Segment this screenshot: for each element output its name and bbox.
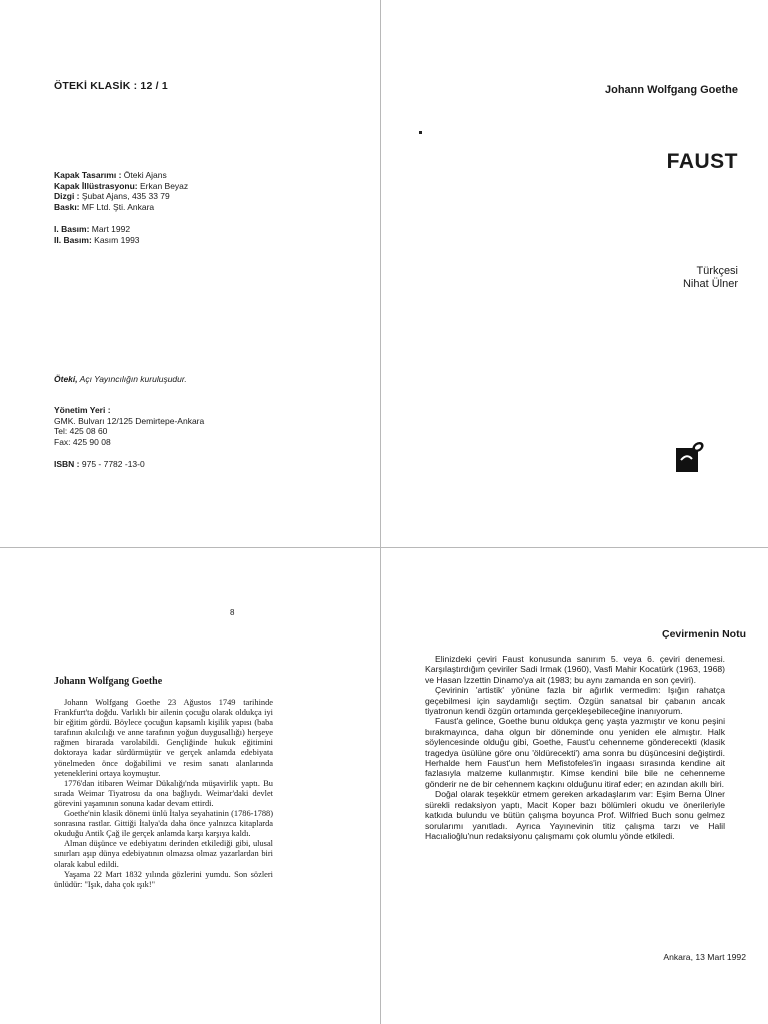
- publisher-logo-icon: [675, 440, 705, 474]
- credit-value: Öteki Ajans: [121, 170, 167, 180]
- translation-label: Türkçesi: [696, 265, 738, 277]
- credit-label: Kapak İllüstrasyonu:: [54, 180, 138, 191]
- address-line: GMK. Bulvarı 12/125 Demirtepe-Ankara: [54, 415, 205, 426]
- translator-note-heading: Çevirmenin Notu: [661, 628, 746, 640]
- note-paragraph: Elinizdeki çeviri Faust konusunda sanırım 5. veya 6. çeviri denemesi. Karşılaştırdığım çeviriler Sadi Irmak (1960), Vasfi Mahir Kocatürk (1963, 1968) ve Hasan İzzettin Dinamo'ya ait (1983; bu aynı zamanda en son çeviri).: [425, 654, 725, 685]
- credit-row: [54, 181, 254, 192]
- credit-row: [54, 191, 254, 202]
- biography-heading: Johann Wolfgang Goethe: [54, 676, 163, 687]
- translator-note-text: [425, 654, 725, 841]
- edition-row: [54, 235, 254, 246]
- tagline-brand: Öteki,: [54, 374, 78, 384]
- page-number: 8: [230, 608, 235, 617]
- edition-row: [54, 224, 254, 235]
- biography-paragraph: Yaşama 22 Mart 1832 yılında gözlerini yumdu. Son sözleri ünlüdür: "Işık, daha çok ışık!": [54, 869, 273, 889]
- note-paragraph: Doğal olarak teşekkür etmem gereken arkadaşlarım var: Eşim Berna Ülner sürekli redaksiyon yaptı, Macit Koper bazı bölümleri okudu ve önerileriyle katkıda bulundu ve bütün çalışma boyunca Prof. Wilfried Buch sonu gelmez sorularımı yanıtladı. Ayrıca Yayınevinin titiz çalışma tarzı ve Halil Hacıalioğlu'nun redaksiyonu çalışmamı çok olumlu yönde etkiledi.: [425, 789, 725, 841]
- credits-block: [54, 170, 254, 212]
- translator-note-page: [381, 548, 768, 1024]
- isbn-line: [54, 459, 145, 470]
- author-name: Johann Wolfgang Goethe: [604, 84, 738, 96]
- note-paragraph: Faust'a gelince, Goethe bunu oldukça genç yaşta yazmıştır ve konu peşini bırakmayınca, daha olgun bir döneminde onu yeniden ele almıştır. Halk söylencesinde olduğu gibi, Goethe, Faust'u cehenneme gönderecekti (klasik tragedya üsülüne göre onu 'öldürecekti') ama sonra bu düşüncesini değiştirdi. Herhalde hem Faust'un hem Mefistofeles'in ingaası sırasında kendine ait fazlasıyla malzeme kullanmıştır. Kimse kendini bile bile ne cehenneme gönderir ne de bir cehennem kaçkını olduğunu itiraf eder; en azından akıllı biri.: [425, 716, 725, 789]
- edition-value: Mart 1992: [89, 224, 131, 234]
- credit-value: Şubat Ajans, 435 33 79: [79, 191, 170, 201]
- note-signoff: Ankara, 13 Mart 1992: [663, 952, 746, 962]
- credit-label: Baskı:: [54, 201, 80, 212]
- biography-paragraph: Alman düşünce ve edebiyatını derinden etkilediği gibi, ulusal sınırları aşıp dünya edebiyatının olmazsa olmaz yazarlardan biri olarak kabul edildi.: [54, 839, 273, 869]
- translation-credit: [683, 265, 738, 291]
- phone-line: Tel: 425 08 60: [54, 426, 108, 436]
- address-label: Yönetim Yeri :: [54, 405, 111, 415]
- edition-label: I. Basım:: [54, 224, 90, 234]
- tagline-text: Açı Yayıncılığın kuruluşudur.: [77, 374, 187, 384]
- publisher-tagline: [54, 374, 187, 384]
- book-title: FAUST: [666, 150, 738, 173]
- title-page: [381, 0, 768, 548]
- fax-line: Fax: 425 90 08: [54, 436, 111, 447]
- isbn-label: ISBN :: [54, 459, 80, 469]
- editions-block: [54, 224, 254, 245]
- edition-label: II. Basım:: [54, 234, 92, 245]
- biography-paragraph: Goethe'nin klasik dönemi ünlü İtalya seyahatinin (1786-1788) sonrasına rastlar. Gittiği İtalya'da daha önce yalnızca kitaplarda okuduğu Antik Çağ ile gerçek anlamda karşı karşıya kaldı.: [54, 809, 273, 839]
- address-block: [54, 405, 294, 447]
- credit-row: [54, 202, 254, 213]
- isbn-value: 975 - 7782 -13-0: [79, 459, 145, 469]
- edition-value: Kasım 1993: [91, 234, 140, 245]
- translator-name: Nihat Ülner: [682, 278, 738, 290]
- credit-label: Dizgi :: [54, 191, 80, 201]
- credit-value: MF Ltd. Şti. Ankara: [79, 201, 155, 212]
- biography-page: [0, 548, 381, 1024]
- credit-row: [54, 170, 254, 181]
- ink-dot: [419, 131, 422, 134]
- credit-label: Kapak Tasarımı :: [54, 170, 122, 180]
- series-label: ÖTEKİ KLASİK : 12 / 1: [54, 80, 168, 92]
- biography-paragraph: 1776'dan itibaren Weimar Dükalığı'nda müşavirlik yaptı. Bu sırada Weimar Tiyatrosu da ona bağlıydı. Weimar'daki devlet görevini yaşamının sonuna kadar devam ettirdi.: [54, 778, 273, 808]
- biography-paragraph: Johann Wolfgang Goethe 23 Ağustos 1749 tarihinde Frankfurt'ta doğdu. Varlıklı bir ailenin çocuğu olarak oldukça iyi bir eğitim gördü. Böylece çocuğun kapsamlı kişilik yapısı (baba tarafının akılcılığı ve anne tarafının yoğun duygusallığı) herşeye rağmen birarada varolabildi. Gençliğinde hukuk eğitimini doktoraya kadar sürdürmüştür ve gerçek anlamda edebiyata yönelmeden önce doğabilimi ve resim sanatı alanlarında yeteneklerini ortaya koymuştur.: [54, 698, 273, 778]
- credit-value: Erkan Beyaz: [137, 180, 189, 191]
- note-paragraph: Çevirinin 'artistik' yönüne fazla bir ağırlık vermedim: Işığın rahatça geçebilmesi için saydamlığı seçtim. Özgün sanatsal bir çabanın ancak tiyatronun kendi özgün ortamında gerçekleşebileceğine inanıyorum.: [425, 685, 725, 717]
- imprint-page: [0, 0, 381, 548]
- biography-text: [54, 698, 273, 890]
